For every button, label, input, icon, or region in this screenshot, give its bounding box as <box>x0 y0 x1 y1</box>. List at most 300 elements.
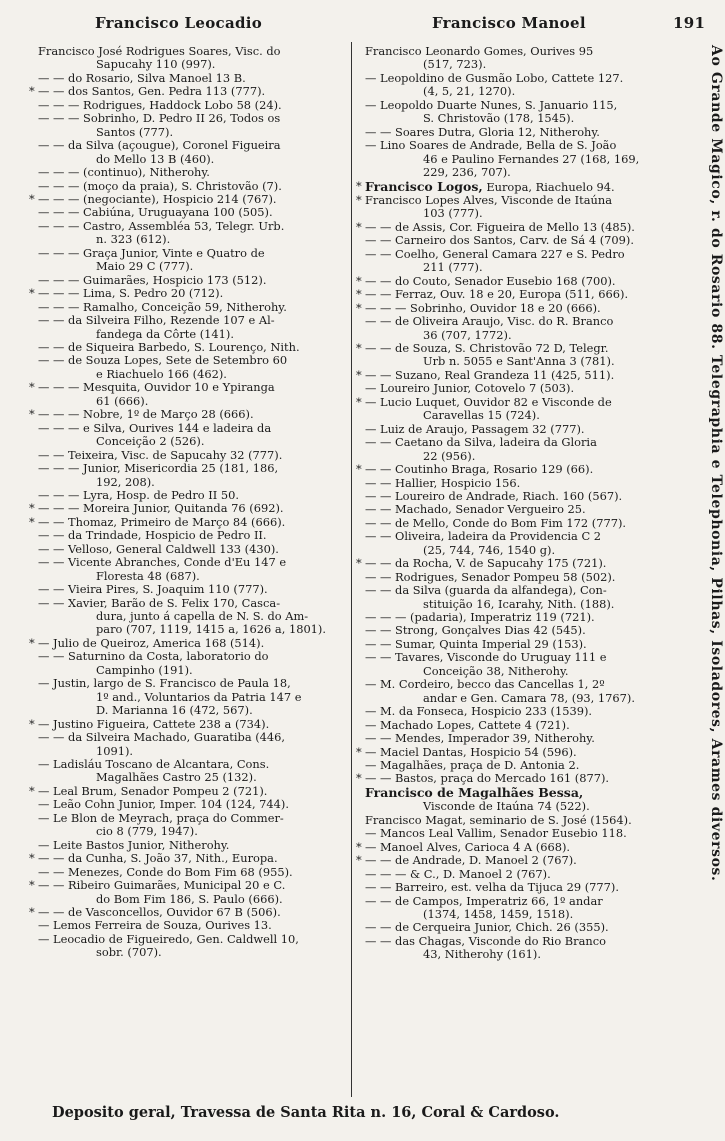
entry-text: — Luiz de Araujo, Passagem 32 (777). <box>365 421 585 436</box>
entry-continuation-line <box>365 692 695 705</box>
entry-first-line <box>38 677 343 690</box>
entry-first-line <box>38 314 343 327</box>
entry-text: — Magalhães, praça de D. Antonia 2. <box>365 758 580 773</box>
entry-text: — — da Cunha, S. João 37, Nith., Europa. <box>38 851 278 866</box>
entry-text: — Lino Soares de Andrade, Bella de S. João <box>365 138 617 153</box>
directory-entry <box>365 786 695 814</box>
directory-entry <box>365 705 695 718</box>
entry-first-line <box>38 866 343 879</box>
entry-text: — — — Guimarães, Hospicio 173 (512). <box>38 272 267 287</box>
directory-entry <box>29 878 343 906</box>
directory-entry <box>29 84 343 99</box>
entry-continuation-line <box>365 329 695 342</box>
asterisk-marker: * <box>29 716 35 731</box>
entry-first-line <box>356 273 695 288</box>
entry-first-line <box>356 367 695 382</box>
entry-text: e Riachuelo 166 (462). <box>96 367 227 381</box>
directory-entry <box>29 286 343 301</box>
asterisk-marker: * <box>356 219 362 234</box>
page-number: 191 <box>673 14 706 32</box>
entry-continuation-line <box>38 328 343 341</box>
entry-first-line <box>29 635 343 650</box>
directory-entry <box>365 638 695 651</box>
entry-continuation-line <box>38 368 343 381</box>
entry-text: Maio 29 C (777). <box>96 260 194 274</box>
entry-first-line <box>29 716 343 731</box>
entry-continuation-line <box>38 745 343 758</box>
entry-text: Magalhães Castro 25 (132). <box>96 771 257 785</box>
entry-first-line <box>38 180 343 193</box>
entry-first-line <box>38 597 343 610</box>
entry-first-line <box>356 287 695 302</box>
directory-entry <box>365 45 695 72</box>
entry-first-line <box>365 248 695 261</box>
entry-first-line <box>38 839 343 852</box>
directory-entry <box>38 489 343 502</box>
directory-entry <box>38 583 343 596</box>
directory-entry <box>38 72 343 85</box>
asterisk-marker: * <box>356 771 362 786</box>
entry-continuation-line <box>38 825 343 838</box>
directory-entry <box>356 219 695 234</box>
entry-text: — — — (continuo), Nitherohy. <box>38 165 210 180</box>
entry-text: Francisco Leonardo Gomes, Ourives 95 <box>365 44 594 58</box>
directory-entry <box>38 354 343 381</box>
directory-entry <box>38 650 343 677</box>
directory-entry <box>38 839 343 852</box>
directory-entry <box>356 556 695 571</box>
entry-first-line <box>365 705 695 718</box>
entry-first-line <box>38 731 343 744</box>
directory-entry <box>38 933 343 960</box>
entry-first-line <box>38 112 343 125</box>
entry-text: 36 (707, 1772). <box>423 328 512 342</box>
entry-text: (25, 744, 746, 1540 g). <box>423 543 556 557</box>
entry-text: sobr. (707). <box>96 946 162 960</box>
entry-first-line <box>29 878 343 893</box>
entry-text: — — Loureiro de Andrade, Riach. 160 (567). <box>365 488 623 503</box>
entry-text: — — — Rodrigues, Haddock Lobo 58 (24). <box>38 97 282 112</box>
entry-text: Santos (777). <box>96 125 174 139</box>
directory-entry <box>38 112 343 139</box>
directory-entry <box>365 423 695 436</box>
entry-first-line <box>365 139 695 152</box>
directory-entry <box>365 935 695 962</box>
directory-entry <box>38 206 343 219</box>
directory-entry <box>365 530 695 557</box>
directory-entry <box>365 651 695 678</box>
asterisk-marker: * <box>29 783 35 798</box>
directory-entry <box>365 719 695 732</box>
entry-continuation-line <box>38 126 343 139</box>
entry-text: 61 (666). <box>96 394 149 408</box>
entry-first-line <box>365 827 695 840</box>
directory-entry <box>38 731 343 758</box>
entry-first-line <box>38 489 343 502</box>
entry-text: Conceição 38, Nitherohy. <box>423 664 569 678</box>
directory-entry <box>38 449 343 462</box>
entry-first-line <box>365 315 695 328</box>
directory-entry <box>38 529 343 542</box>
entry-text: — Maciel Dantas, Hospicio 54 (596). <box>365 744 577 759</box>
entry-text: — — do Couto, Senador Eusebio 168 (700). <box>365 273 616 288</box>
entry-first-line <box>365 895 695 908</box>
running-header-left: Francisco Leocadio <box>95 14 263 32</box>
asterisk-marker: * <box>356 839 362 854</box>
entry-first-line <box>365 503 695 516</box>
entry-text: — — Hallier, Hospicio 156. <box>365 475 521 490</box>
entry-first-line <box>38 354 343 367</box>
entry-text: 211 (777). <box>423 261 483 275</box>
entry-text: — — Caetano da Silva, ladeira da Gloria <box>365 435 597 450</box>
directory-entry <box>365 759 695 772</box>
entry-text: fandega da Côrte (141). <box>96 327 234 341</box>
asterisk-marker: * <box>29 878 35 893</box>
entry-text: — — Xavier, Barão de S. Felix 170, Casca- <box>38 595 281 610</box>
entry-text: — — de Oliveira Araujo, Visc. do R. Branco <box>365 314 614 329</box>
entry-text: — Loureiro Junior, Cotovelo 7 (503). <box>365 381 575 396</box>
entry-text: do Mello 13 B (460). <box>96 152 215 166</box>
entry-first-line <box>365 624 695 637</box>
asterisk-marker: * <box>356 300 362 315</box>
entry-first-line <box>29 84 343 99</box>
entry-text: Urb n. 5055 e Sant'Anna 3 (781). <box>423 355 615 369</box>
entry-first-line <box>38 99 343 112</box>
entry-text: paro (707, 1119, 1415 a, 1626 a, 1801). <box>96 623 326 637</box>
footer-advertisement: Deposito geral, Travessa de Santa Rita n. 16, Coral & Cardoso. <box>52 1104 560 1121</box>
entry-first-line <box>29 286 343 301</box>
entry-first-line <box>365 477 695 490</box>
directory-entry <box>365 234 695 247</box>
entry-text: — — Machado, Senador Vergueiro 25. <box>365 502 586 517</box>
entry-text: (1374, 1458, 1459, 1518). <box>423 908 574 921</box>
entry-text: (4, 5, 21, 1270). <box>423 85 516 99</box>
entry-text: Campinho (191). <box>96 663 193 677</box>
entry-first-line <box>365 45 695 58</box>
directory-entry <box>38 462 343 489</box>
entry-continuation-line <box>38 610 343 623</box>
entry-continuation-line <box>365 112 695 125</box>
right-column <box>356 44 695 962</box>
entry-continuation-line <box>365 450 695 463</box>
asterisk-marker: * <box>356 287 362 302</box>
entry-first-line <box>365 786 695 800</box>
entry-text: — — Ribeiro Guimarães, Municipal 20 e C. <box>38 878 286 893</box>
directory-entry <box>365 611 695 624</box>
entry-text: — — da Trindade, Hospicio de Pedro II. <box>38 528 267 543</box>
asterisk-marker: * <box>29 501 35 516</box>
entry-text: — — — Moreira Junior, Quitanda 76 (692). <box>38 501 284 516</box>
entry-text: — Lucio Luquet, Ouvidor 82 e Visconde de <box>365 394 612 409</box>
entry-text: — — de Cerqueira Junior, Chich. 26 (355). <box>365 920 609 935</box>
entry-first-line <box>38 583 343 596</box>
entry-text: — — Ferraz, Ouv. 18 e 20, Europa (511, 666). <box>365 287 629 302</box>
entry-text: Francisco Magat, seminario de S. José (1564). <box>365 812 632 827</box>
entry-text: — — da Silva (açougue), Coronel Figueira <box>38 138 281 153</box>
entry-continuation-line <box>365 85 695 98</box>
entry-first-line <box>365 678 695 691</box>
entry-text: — — — Castro, Assembléa 53, Telegr. Urb. <box>38 218 285 233</box>
entry-text: dura, junto á capella de N. S. do Am- <box>96 610 309 624</box>
entry-first-line <box>356 219 695 234</box>
directory-entry <box>38 166 343 179</box>
entry-text: 22 (956). <box>423 449 476 463</box>
entry-first-line <box>365 719 695 732</box>
entry-continuation-line <box>38 395 343 408</box>
entry-first-line <box>38 206 343 219</box>
entry-text: — — Vieira Pires, S. Joaquim 110 (777). <box>38 582 268 597</box>
entry-text: — Manoel Alves, Carioca 4 A (668). <box>365 839 571 854</box>
entry-text: — — Suzano, Real Grandeza 11 (425, 511). <box>365 367 615 382</box>
asterisk-marker: * <box>29 380 35 395</box>
entry-first-line <box>365 584 695 597</box>
directory-entry <box>365 503 695 516</box>
entry-text: do Bom Fim 186, S. Paulo (666). <box>96 892 283 906</box>
directory-entry <box>365 678 695 705</box>
entry-first-line <box>38 543 343 556</box>
directory-entry <box>29 783 343 798</box>
entry-text: 1091). <box>96 744 134 758</box>
directory-entry <box>38 677 343 717</box>
entry-first-line <box>365 935 695 948</box>
entry-text: — — de Campos, Imperatriz 66, 1º andar <box>365 893 603 908</box>
entry-text: — Leopoldo Duarte Nunes, S. Januario 115, <box>365 97 618 112</box>
directory-entry <box>365 315 695 342</box>
entry-text: — — de Andrade, D. Manoel 2 (767). <box>365 853 577 868</box>
directory-entry <box>38 220 343 247</box>
entry-text: — — — Sobrinho, D. Pedro II 26, Todos os <box>38 111 281 126</box>
entry-continuation-line <box>38 771 343 784</box>
entry-continuation-line <box>38 623 343 636</box>
entry-text: cio 8 (779, 1947). <box>96 825 198 839</box>
entry-continuation-line <box>38 946 343 959</box>
directory-entry <box>29 635 343 650</box>
directory-entry <box>365 624 695 637</box>
entry-text: — — de Mello, Conde do Bom Fim 172 (777). <box>365 515 627 530</box>
entry-first-line <box>38 758 343 771</box>
bold-entry-name: Francisco Logos, <box>365 178 483 194</box>
entry-continuation-line <box>38 664 343 677</box>
entry-first-line <box>365 638 695 651</box>
entry-first-line <box>365 234 695 247</box>
entry-text: — — — (padaria), Imperatriz 119 (721). <box>365 610 595 625</box>
entry-text: Sapucahy 110 (997). <box>96 58 216 72</box>
directory-entry <box>365 477 695 490</box>
directory-entry <box>38 798 343 811</box>
directory-entry <box>365 382 695 395</box>
entry-first-line <box>356 771 695 786</box>
directory-entry <box>365 732 695 745</box>
entry-text: — — da Silveira Filho, Rezende 107 e Al- <box>38 313 275 328</box>
directory-entry <box>38 758 343 785</box>
entry-continuation-line <box>38 476 343 489</box>
entry-text: Francisco José Rodrigues Soares, Visc. do <box>38 44 281 58</box>
entry-continuation-line <box>38 260 343 273</box>
directory-entry <box>29 716 343 731</box>
entry-first-line <box>38 449 343 462</box>
entry-text: andar e Gen. Camara 78, (93, 1767). <box>423 691 635 705</box>
entry-text: 192, 208). <box>96 475 155 489</box>
entry-text: — — Velloso, General Caldwell 133 (430). <box>38 541 279 556</box>
asterisk-marker: * <box>356 367 362 382</box>
entry-first-line <box>38 650 343 663</box>
entry-text: Floresta 48 (687). <box>96 569 200 583</box>
entry-text: — — Carneiro dos Santos, Carv. de Sá 4 (709). <box>365 233 634 248</box>
entry-continuation-line <box>365 409 695 422</box>
entry-continuation-line <box>38 893 343 906</box>
entry-text: 46 e Paulino Fernandes 27 (168, 169, <box>423 152 640 166</box>
directory-entry <box>356 462 695 477</box>
entry-text: — Leal Brum, Senador Pompeu 2 (721). <box>38 783 268 798</box>
entry-text: — Machado Lopes, Cattete 4 (721). <box>365 717 570 732</box>
entry-first-line <box>356 839 695 854</box>
entry-first-line <box>38 529 343 542</box>
entry-text: — — — Junior, Misericordia 25 (181, 186, <box>38 461 279 476</box>
entry-text: D. Marianna 16 (472, 567). <box>96 704 253 718</box>
entry-text: — — de Siqueira Barbedo, S. Lourenço, Nith. <box>38 339 300 354</box>
entry-continuation-line <box>365 261 695 274</box>
bold-entry-name: Francisco de Magalhães Bessa, <box>365 784 584 800</box>
directory-entry <box>365 126 695 139</box>
entry-text: — — — Sobrinho, Ouvidor 18 e 20 (666). <box>365 300 601 315</box>
entry-first-line <box>38 798 343 811</box>
entry-text: — — dos Santos, Gen. Pedra 113 (777). <box>38 84 266 99</box>
entry-text: — — — Graça Junior, Vinte e Quatro de <box>38 245 265 260</box>
entry-text: — — Barreiro, est. velha da Tijuca 29 (777). <box>365 880 619 895</box>
directory-entry <box>365 868 695 881</box>
directory-entry <box>356 839 695 854</box>
directory-entry <box>365 139 695 179</box>
directory-entry <box>38 301 343 314</box>
directory-entry <box>365 99 695 126</box>
entry-first-line <box>38 812 343 825</box>
directory-entry <box>365 571 695 584</box>
entry-continuation-line <box>38 58 343 71</box>
entry-text: — M. da Fonseca, Hospicio 233 (1539). <box>365 704 593 719</box>
entry-first-line <box>365 881 695 894</box>
entry-continuation-line <box>365 153 695 166</box>
directory-entry <box>365 248 695 275</box>
entry-continuation-line <box>365 355 695 368</box>
directory-entry <box>29 514 343 529</box>
asterisk-marker: * <box>356 340 362 355</box>
entry-first-line <box>356 853 695 868</box>
directory-entry <box>29 905 343 919</box>
entry-text: — — — Nobre, 1º de Março 28 (666). <box>38 407 254 422</box>
directory-entry <box>356 744 695 759</box>
directory-entry <box>356 192 695 221</box>
entry-text: — — Sumar, Quinta Imperial 29 (153). <box>365 636 587 651</box>
asterisk-marker: * <box>29 635 35 650</box>
entry-text: — — Menezes, Conde do Bom Fim 68 (955). <box>38 864 293 879</box>
side-advertisement: Ao Grande Magico, r. do Rosario 88. Telegraphia e Telephonia, Pilhas, Isoladores, Arames diversos. <box>708 45 724 882</box>
entry-first-line <box>365 921 695 934</box>
directory-entry <box>356 300 695 315</box>
entry-text: — — Coutinho Braga, Rosario 129 (66). <box>365 462 594 477</box>
entry-first-line <box>365 436 695 449</box>
entry-first-line <box>38 139 343 152</box>
directory-entry <box>29 851 343 866</box>
directory-entry <box>38 247 343 274</box>
directory-entry <box>365 895 695 922</box>
asterisk-marker: * <box>356 853 362 868</box>
entry-first-line <box>29 380 343 395</box>
entry-text: — — de Souza Lopes, Sete de Setembro 60 <box>38 353 288 368</box>
entry-continuation-line <box>38 704 343 717</box>
entry-first-line <box>38 301 343 314</box>
entry-first-line <box>356 394 695 409</box>
entry-text: — — Soares Dutra, Gloria 12, Nitherohy. <box>365 124 600 139</box>
directory-entry <box>38 919 343 932</box>
directory-entry <box>356 340 695 369</box>
asterisk-marker: * <box>29 514 35 529</box>
directory-entry <box>38 180 343 193</box>
directory-entry <box>356 771 695 786</box>
asterisk-marker: * <box>29 84 35 99</box>
entry-text: Visconde de Itaúna 74 (522). <box>423 800 590 814</box>
entry-first-line <box>356 300 695 315</box>
directory-entry <box>365 72 695 99</box>
entry-first-line <box>365 868 695 881</box>
entry-text: — — — Ramalho, Conceição 59, Nitherohy. <box>38 299 287 314</box>
entry-text: — Ladisláu Toscano de Alcantara, Cons. <box>38 757 270 772</box>
directory-entry <box>365 814 695 827</box>
asterisk-marker: * <box>29 286 35 301</box>
entry-text: — — — e Silva, Ourives 144 e ladeira da <box>38 420 272 435</box>
entry-continuation-line <box>365 544 695 557</box>
entry-text: 1º and., Voluntarios da Patria 147 e <box>96 690 302 704</box>
entry-first-line <box>38 462 343 475</box>
directory-entry <box>356 367 695 382</box>
entry-text: — Leão Cohn Junior, Imper. 104 (124, 744). <box>38 797 289 812</box>
entry-first-line <box>365 651 695 664</box>
entry-text: — — — Mesquita, Ouvidor 10 e Ypiranga <box>38 380 275 395</box>
entry-first-line <box>365 530 695 543</box>
asterisk-marker: * <box>29 905 35 919</box>
entry-continuation-line <box>365 166 695 179</box>
entry-continuation-line <box>38 570 343 583</box>
entry-first-line <box>38 247 343 260</box>
entry-text: — — — (moço da praia), S. Christovão (7). <box>38 178 282 193</box>
running-header-right: Francisco Manoel <box>432 14 586 32</box>
entry-first-line <box>356 340 695 355</box>
entry-text: — Justino Figueira, Cattete 238 a (734). <box>38 716 270 731</box>
directory-entry <box>38 556 343 583</box>
entry-text: — Julio de Queiroz, America 168 (514). <box>38 635 265 650</box>
entry-text: (517, 723). <box>423 58 487 72</box>
entry-first-line <box>365 732 695 745</box>
asterisk-marker: * <box>29 191 35 206</box>
entry-text: — — da Silva (guarda da alfandega), Con- <box>365 583 607 598</box>
entry-first-line <box>365 99 695 112</box>
directory-entry <box>365 490 695 503</box>
entry-text: — — Teixeira, Visc. de Sapucahy 32 (777). <box>38 447 283 462</box>
asterisk-marker: * <box>356 556 362 571</box>
directory-entry <box>365 827 695 840</box>
asterisk-marker: * <box>356 178 362 193</box>
entry-text: — — Vicente Abranches, Conde d'Eu 147 e <box>38 555 287 570</box>
entry-text: stituição 16, Icarahy, Nith. (188). <box>423 597 615 611</box>
entry-text: — — Strong, Gonçalves Dias 42 (545). <box>365 623 586 638</box>
column-divider <box>351 42 352 1097</box>
entry-continuation-line <box>38 691 343 704</box>
entry-text: — Le Blon de Meyrach, praça do Commer- <box>38 810 284 825</box>
entry-first-line <box>356 744 695 759</box>
left-column <box>29 44 343 960</box>
entry-first-line <box>365 382 695 395</box>
entry-first-line <box>365 126 695 139</box>
directory-entry <box>38 314 343 341</box>
